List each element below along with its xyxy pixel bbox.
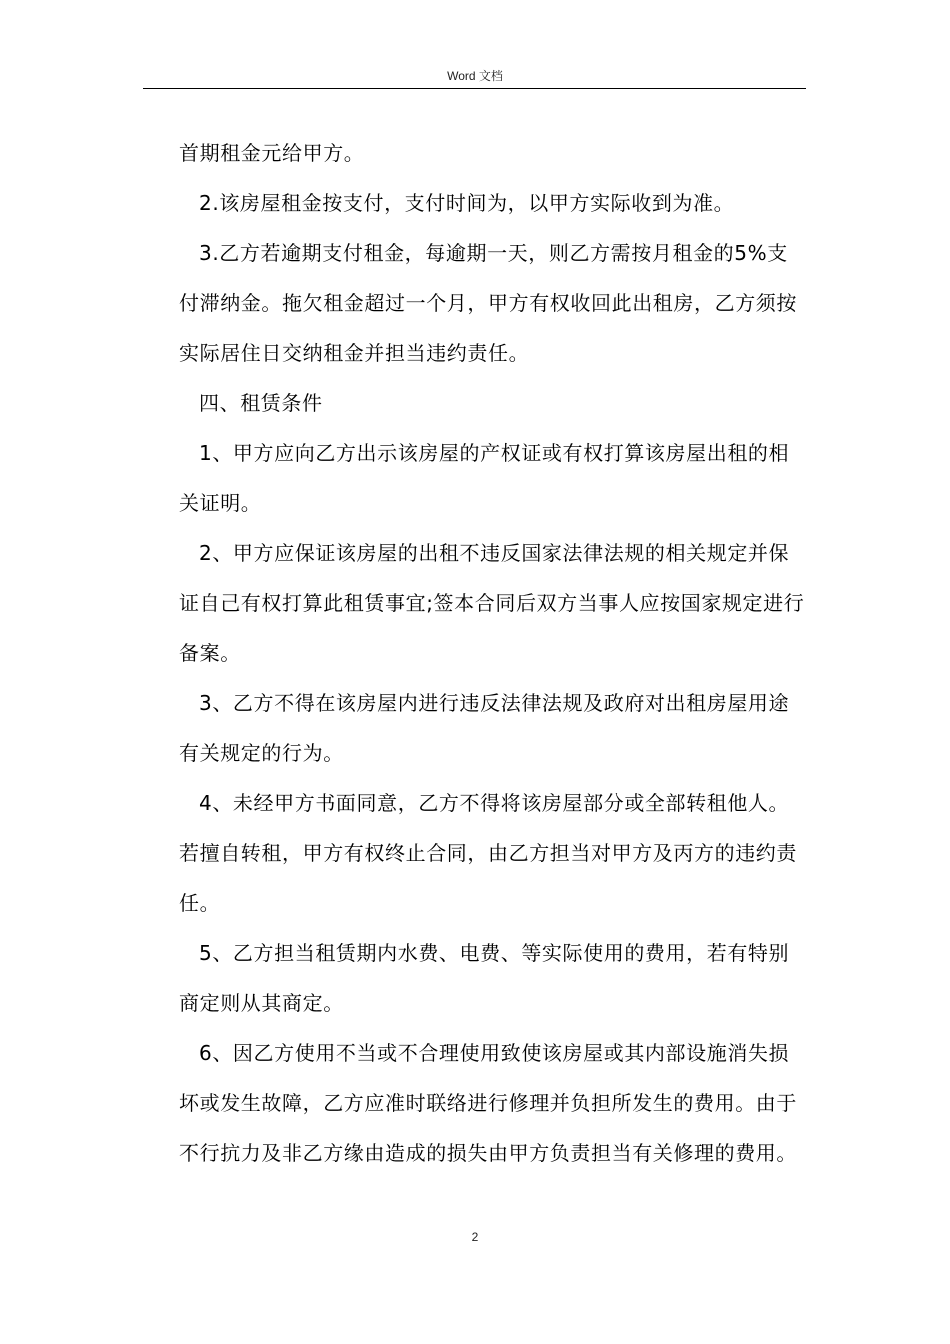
page-number: 2 [471,1230,479,1244]
paragraph-7: 3、乙方不得在该房屋内进行违反法律法规及政府对出租房屋用途有关规定的行为。 [179,691,790,765]
paragraph-10: 6、因乙方使用不当或不合理使用致使该房屋或其内部设施消失损坏或发生故障，乙方应准时联络进行修理并负担所发生的费用。由于不行抗力及非乙方缘由造成的损失由甲方负责担当有关修理的费用。 [179,1041,797,1165]
paragraph-3: 3.乙方若逾期支付租金，每逾期一天，则乙方需按月租金的5%支付滞纳金。拖欠租金超过一个月，甲方有权收回此出租房，乙方须按实际居住日交纳租金并担当违约责任。 [179,241,797,365]
paragraph-5: 1、甲方应向乙方出示该房屋的产权证或有权打算该房屋出租的相关证明。 [179,441,790,515]
section-heading-lease-conditions: 四、租赁条件 [199,391,323,415]
paragraph-8: 4、未经甲方书面同意，乙方不得将该房屋部分或全部转租他人。若擅自转租，甲方有权终止合同，由乙方担当对甲方及丙方的违约责任。 [179,791,797,915]
paragraph-6: 2、甲方应保证该房屋的出租不违反国家法律法规的相关规定并保证自己有权打算此租赁事宜;签本合同后双方当事人应按国家规定进行备案。 [179,541,805,665]
header-divider [143,88,806,89]
document-body [179,128,807,1178]
page-header: Word 文档 [447,69,503,83]
paragraph-1: 首期租金元给甲方。 [179,141,365,165]
paragraph-2: 2.该房屋租金按支付，支付时间为，以甲方实际收到为准。 [199,191,735,215]
paragraph-9: 5、乙方担当租赁期内水费、电费、等实际使用的费用，若有特别商定则从其商定。 [179,941,790,1015]
